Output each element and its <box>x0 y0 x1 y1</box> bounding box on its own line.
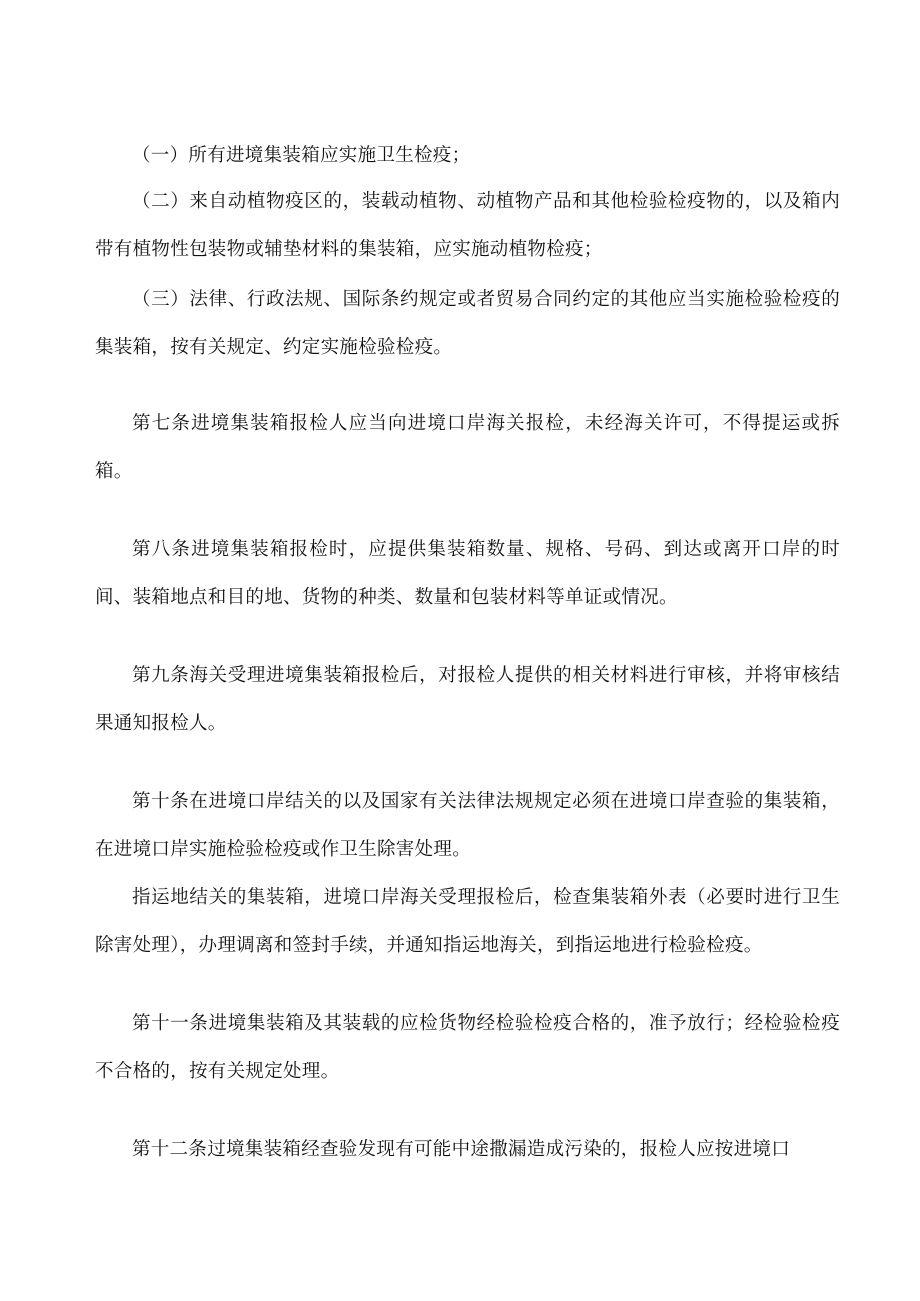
article-8-paragraph: 第八条进境集装箱报检时，应提供集装箱数量、规格、号码、到达或离开口岸的时间、装箱地点和目的地、货物的种类、数量和包装材料等单证或情况。 <box>95 539 840 608</box>
paragraph-item-1: （一）所有进境集装箱应实施卫生检疫； <box>132 145 471 166</box>
paragraph-item-3: （三）法律、行政法规、国际条约规定或者贸易合同约定的其他应当实施检验检疫的集装箱，按有关规定、约定实施检验检疫。 <box>95 289 840 358</box>
article-10-paragraph: 第十条在进境口岸结关的以及国家有关法律法规规定必须在进境口岸查验的集装箱，在进境口岸实施检验检疫或作卫生除害处理。 <box>95 791 840 860</box>
article-11-paragraph: 第十一条进境集装箱及其装载的应检货物经检验检疫合格的，准予放行；经检验检疫不合格的，按有关规定处理。 <box>95 1013 840 1082</box>
article-7-paragraph: 第七条进境集装箱报检人应当向进境口岸海关报检，未经海关许可，不得提运或拆箱。 <box>95 413 840 482</box>
article-10-sub-paragraph: 指运地结关的集装箱，进境口岸海关受理报检后，检查集装箱外表（必要时进行卫生除害处理），办理调离和签封手续，并通知指运地海关，到指运地进行检验检疫。 <box>95 887 840 956</box>
paragraph-item-2: （二）来自动植物疫区的，装载动植物、动植物产品和其他检验检疫物的，以及箱内带有植物性包装物或辅垫材料的集装箱，应实施动植物检疫； <box>95 191 840 260</box>
article-9-paragraph: 第九条海关受理进境集装箱报检后，对报检人提供的相关材料进行审核，并将审核结果通知报检人。 <box>95 665 840 734</box>
article-12-paragraph: 第十二条过境集装箱经查验发现有可能中途撒漏造成污染的，报检人应按进境口 <box>132 1139 791 1160</box>
